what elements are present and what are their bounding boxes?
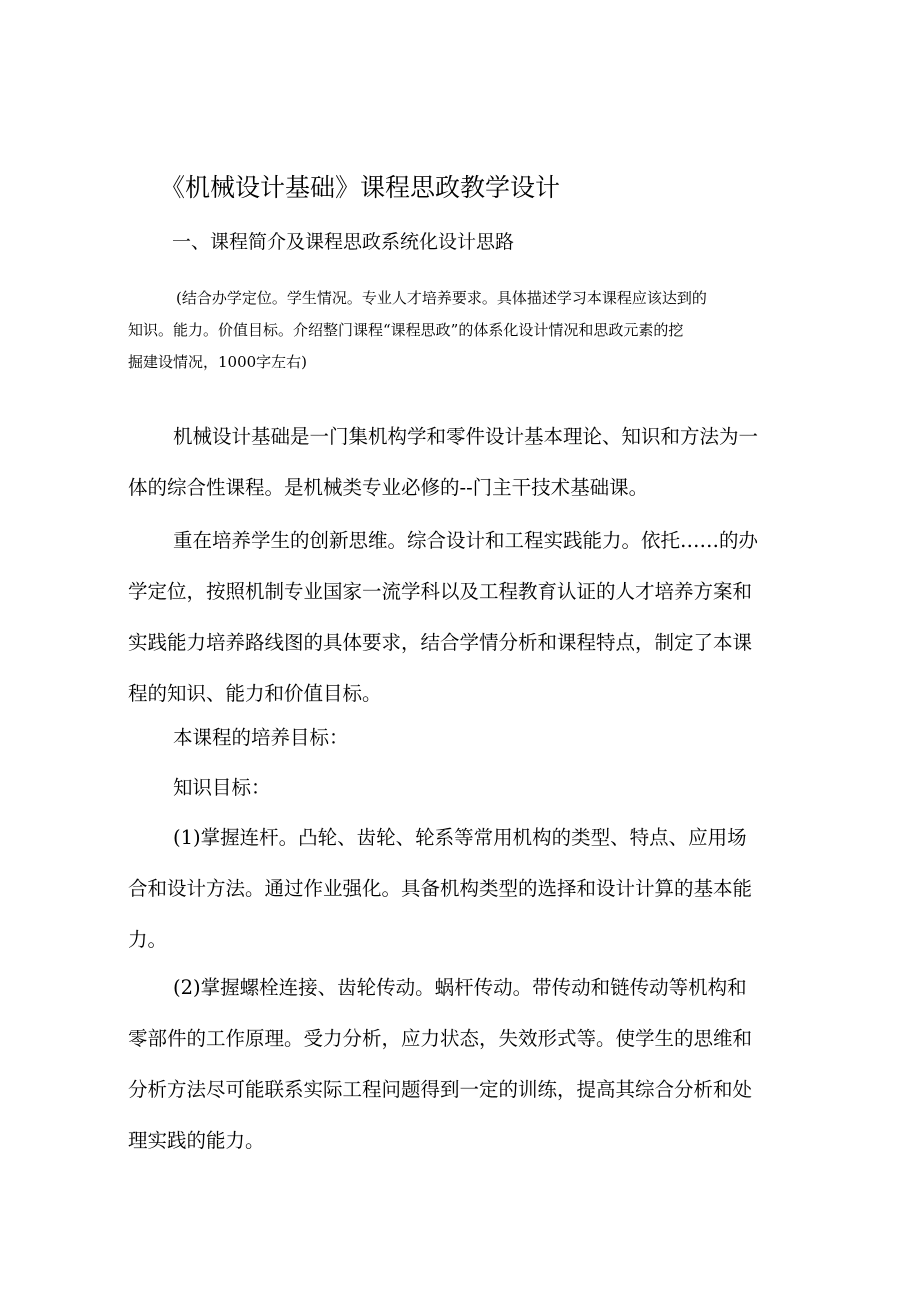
paragraph-line: (2)掌握螺栓连接、齿轮传动。蜗杆传动。带传动和链传动等机构和 xyxy=(173,976,747,999)
paragraph-line: 体的综合性课程。是机械类专业必修的--门主干技术基础课。 xyxy=(128,476,649,499)
paragraph-line: 程的知识、能力和价值目标。 xyxy=(128,682,382,705)
document-title: 《机械设计基础》课程思政教学设计 xyxy=(160,173,561,202)
paragraph-line: 本课程的培养目标： xyxy=(173,726,349,749)
paragraph-knowledge-goals xyxy=(128,762,798,813)
paragraph-line: 合和设计方法。通过作业强化。具备机构类型的选择和设计计算的基本能 xyxy=(128,877,753,900)
paragraph-line: (1)掌握连杆。凸轮、齿轮、轮系等常用机构的类型、特点、应用场 xyxy=(173,826,747,849)
paragraph-line: 力。 xyxy=(128,928,168,951)
paragraph-line: 实践能力培养路线图的具体要求，结合学情分析和课程特点，制定了本课 xyxy=(128,631,753,654)
paragraph-line: 零部件的工作原理。受力分析，应力状态，失效形式等。使学生的思维和 xyxy=(128,1027,753,1050)
note-line: 知识。能力。价值目标。介绍整门课程“课程思政”的体系化设计情况和思政元素的挖 xyxy=(128,321,684,339)
paragraph-training-goals xyxy=(128,712,798,763)
note-line: 掘建设情况，1000字左右) xyxy=(128,353,308,371)
paragraph-goal-2 xyxy=(128,962,798,1166)
paragraph-line: 重在培养学生的创新思维。综合设计和工程实践能力。依托……的办 xyxy=(173,529,759,552)
paragraph-course-focus xyxy=(128,515,798,719)
paragraph-line: 分析方法尽可能联系实际工程问题得到一定的训练，提高其综合分析和处 xyxy=(128,1078,753,1101)
paragraph-line: 学定位，按照机制专业国家一流学科以及工程教育认证的人才培养方案和 xyxy=(128,580,753,603)
paragraph-line: 机械设计基础是一门集机构学和零件设计基本理论、知识和方法为一 xyxy=(173,425,759,448)
paragraph-course-intro xyxy=(128,411,798,513)
paragraph-line: 理实践的能力。 xyxy=(128,1129,265,1152)
section-heading: 一、课程简介及课程思政系统化设计思路 xyxy=(172,231,515,253)
paragraph-goal-1 xyxy=(128,812,798,965)
note-line: (结合办学定位。学生情况。专业人才培养要求。具体描述学习本课程应该达到的 xyxy=(176,289,707,307)
instruction-note xyxy=(128,282,798,378)
paragraph-line: 知识目标： xyxy=(173,776,271,799)
